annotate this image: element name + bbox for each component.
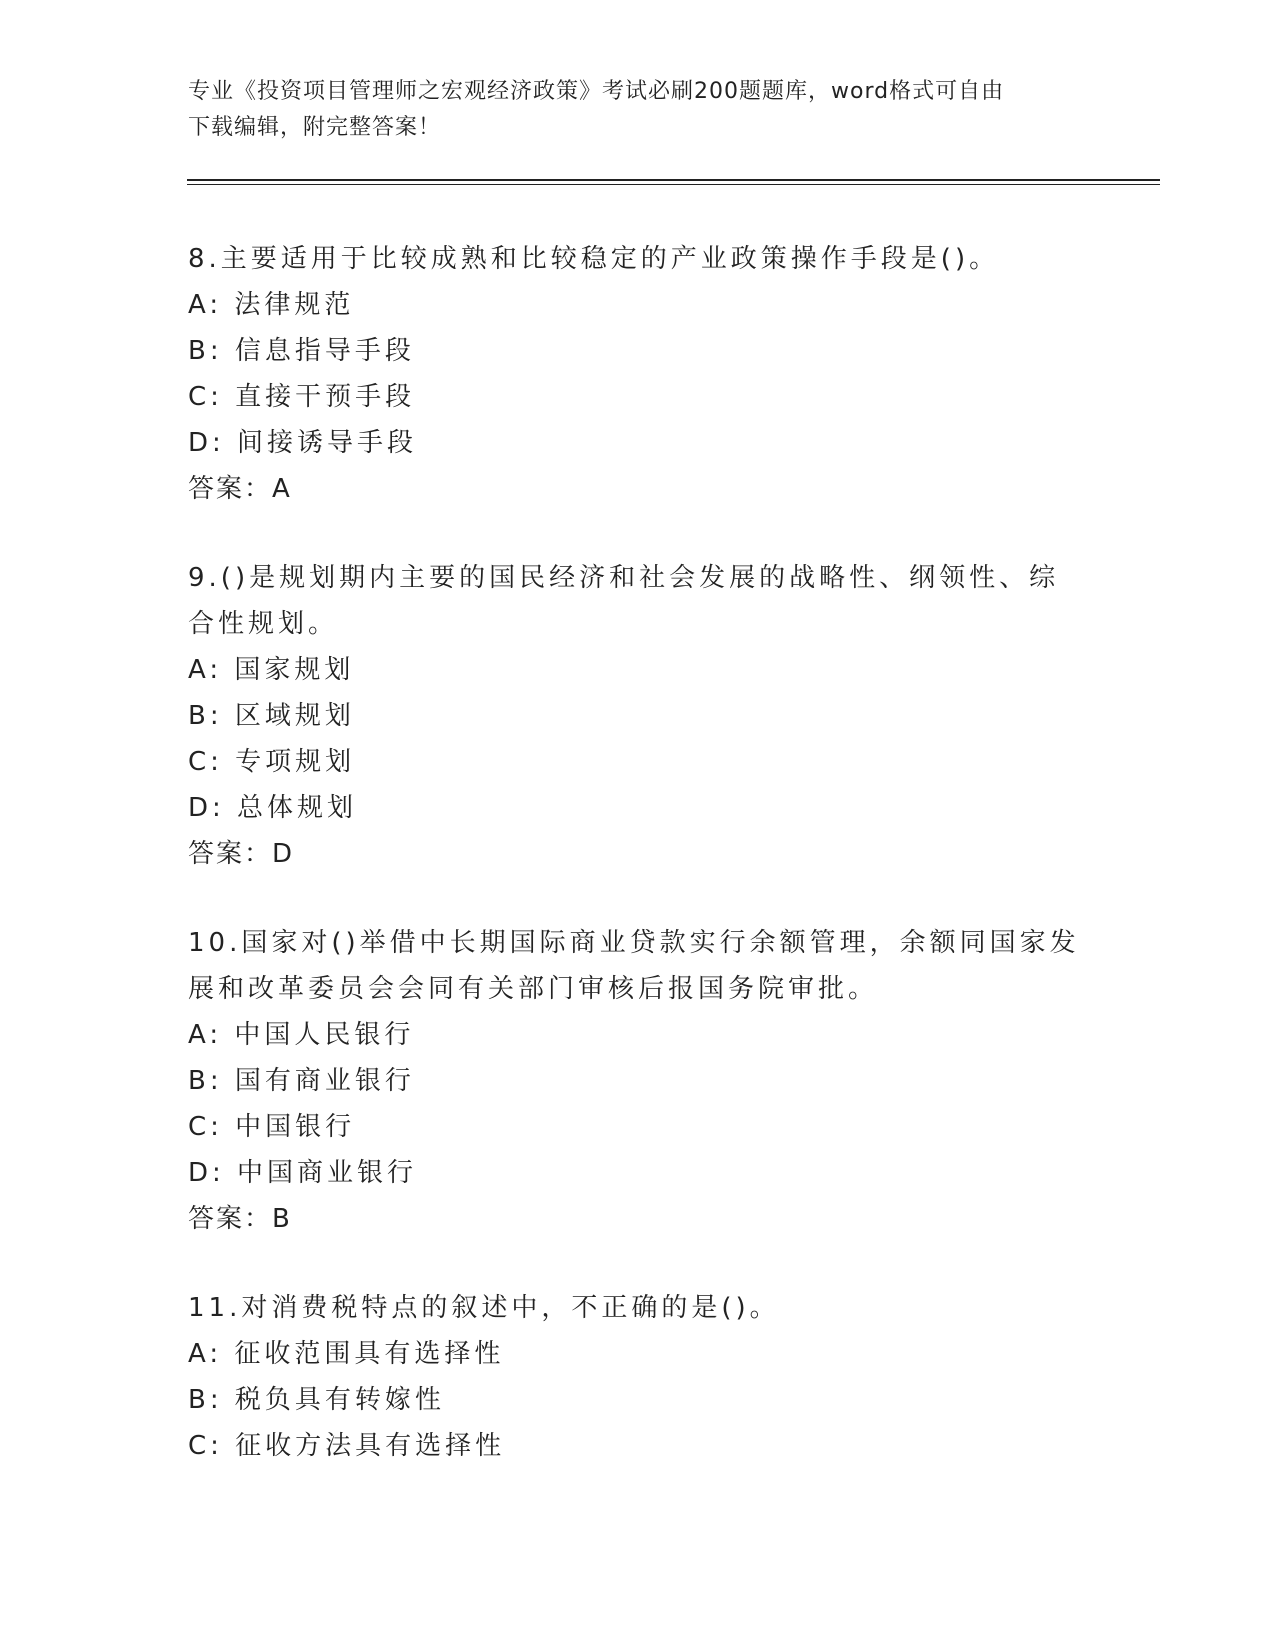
option-c: C: 直接干预手段 (188, 382, 416, 412)
header-divider-thin (187, 184, 1160, 185)
option-b: B: 信息指导手段 (188, 336, 415, 366)
question-9 (188, 555, 1088, 877)
option-d: D: 总体规划 (188, 793, 358, 823)
option-a: A: 征收范围具有选择性 (188, 1339, 505, 1369)
question-stem: 10.国家对()举借中长期国际商业贷款实行余额管理，余额同国家发展和改革委员会会同有关部门审核后报国务院审批。 (188, 928, 1080, 1004)
intro-line-2: 下载编辑，附完整答案！ (188, 115, 442, 140)
answer: 答案：A (188, 474, 292, 504)
document-header (188, 74, 1088, 146)
intro-line-1: 专业《投资项目管理师之宏观经济政策》考试必刷200题题库，word格式可自由 (188, 79, 1005, 104)
option-d: D: 中国商业银行 (188, 1158, 418, 1188)
question-list (188, 236, 1088, 1512)
answer: 答案：B (188, 1204, 292, 1234)
question-8 (188, 236, 1088, 512)
option-b: B: 国有商业银行 (188, 1066, 415, 1096)
option-a: A: 中国人民银行 (188, 1020, 415, 1050)
question-10 (188, 920, 1088, 1242)
option-a: A: 法律规范 (188, 290, 355, 320)
question-stem: 11.对消费税特点的叙述中，不正确的是()。 (188, 1293, 780, 1323)
option-d: D: 间接诱导手段 (188, 428, 418, 458)
option-b: B: 区域规划 (188, 701, 355, 731)
option-a: A: 国家规划 (188, 655, 355, 685)
option-c: C: 中国银行 (188, 1112, 356, 1142)
question-stem: 9.()是规划期内主要的国民经济和社会发展的战略性、纲领性、综合性规划。 (188, 563, 1060, 639)
header-divider-thick (187, 179, 1160, 181)
question-11 (188, 1285, 1088, 1469)
answer: 答案：D (188, 839, 295, 869)
option-c: C: 专项规划 (188, 747, 356, 777)
option-b: B: 税负具有转嫁性 (188, 1385, 445, 1415)
question-stem: 8.主要适用于比较成熟和比较稳定的产业政策操作手段是()。 (188, 244, 1000, 274)
option-c: C: 征收方法具有选择性 (188, 1431, 506, 1461)
